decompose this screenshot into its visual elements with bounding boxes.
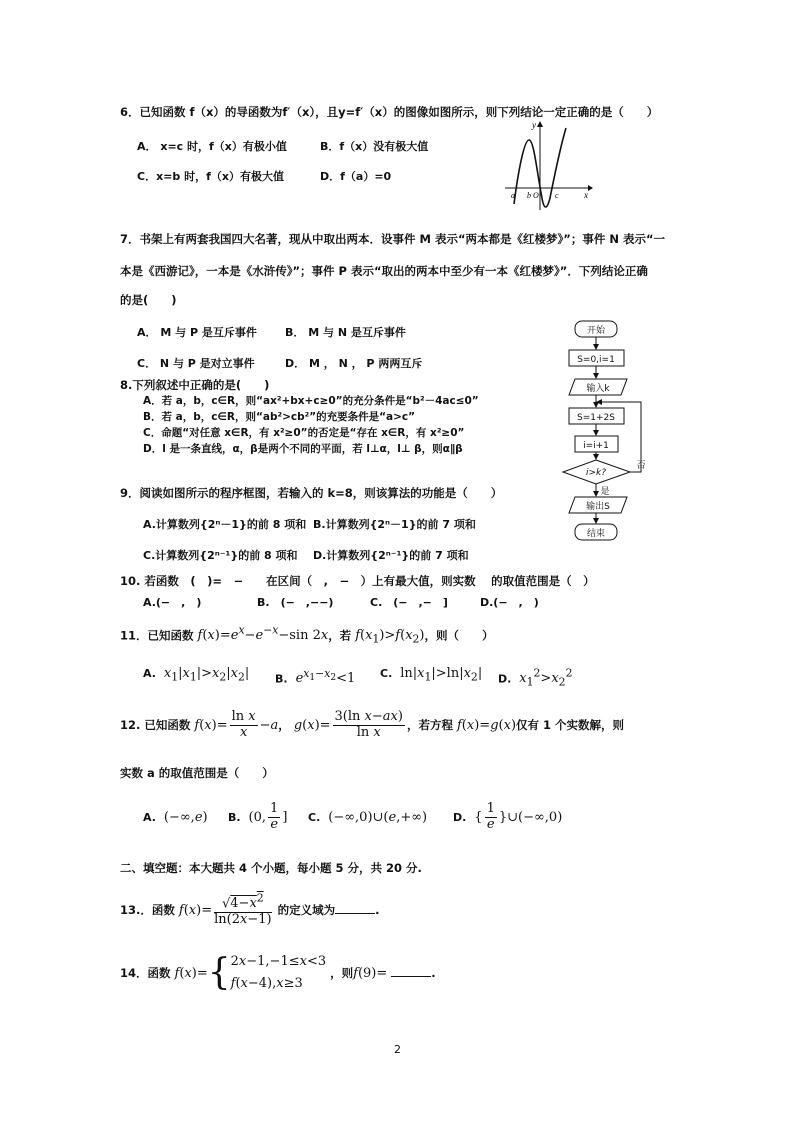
flowchart-end-text: 结束 bbox=[586, 529, 606, 539]
q9-option-b: B.计算数列{2ⁿ－1}的前 7 项和 bbox=[313, 518, 476, 531]
flowchart-condition-text: i>k? bbox=[585, 468, 607, 478]
q11-option-a-letter: A. bbox=[143, 667, 156, 680]
q14-suffix: ，则 bbox=[330, 966, 354, 980]
flowchart-output-text: 输出S bbox=[586, 502, 610, 512]
q12-option-b-letter: B. bbox=[228, 811, 241, 824]
q11-option-c-formula: $\ln|x_1|>\ln|x_2|$ bbox=[396, 666, 483, 684]
q12-option-d-formula: { $\frac{1}{e}$ }∪(−∞,0) bbox=[470, 801, 563, 832]
flowchart bbox=[555, 318, 650, 546]
q7-option-b: B． M 与 N 是互斥事件 bbox=[285, 326, 406, 339]
q6-option-a: A． x=c 时，f（x）有极小值 bbox=[137, 140, 287, 153]
q10-stem: 10. 若函数 ( )= − 在区间（ , − ）上有最大值，则实数 的取值范围是（ ） bbox=[120, 574, 595, 588]
q7-line-3: 的是( ) bbox=[120, 293, 177, 307]
q12-option-a-letter: A. bbox=[143, 811, 156, 824]
q12-option-b-formula: (0, $\frac{1}{e}$ ] bbox=[244, 801, 288, 832]
q11-option-b bbox=[275, 663, 355, 690]
flowchart-input-text: 输入k bbox=[586, 384, 610, 394]
q11-prefix: 11．已知函数 bbox=[120, 628, 194, 643]
q12-option-d-letter: D. bbox=[453, 811, 467, 824]
flowchart-start-text: 开始 bbox=[586, 326, 606, 336]
flowchart-yes-label: 是 bbox=[600, 487, 610, 497]
q14-prefix: 14．函数 bbox=[120, 966, 171, 980]
q11-stem bbox=[120, 620, 494, 651]
q10-option-c: C. (− ,− ] bbox=[370, 596, 448, 609]
q12-f-formula: f(x)= $\frac{\text{ln x}}{x}$ −a bbox=[194, 709, 279, 740]
q13-answer-blank[interactable] bbox=[335, 903, 375, 914]
q12-stem bbox=[120, 703, 624, 748]
page-number: 2 bbox=[394, 1043, 401, 1056]
q11-option-d-letter: D. bbox=[498, 672, 512, 686]
q12-option-d bbox=[453, 800, 562, 836]
q14-target-formula: f(9)= bbox=[353, 966, 388, 981]
q6-stem: 6．已知函数 f（x）的导函数为f′（x），且y=f′（x）的图像如图所示，则下列结论一定正确的是（ ） bbox=[120, 105, 659, 119]
q10-option-b: B. (− ,−−) bbox=[257, 596, 334, 609]
q8-option-d: D．l 是一条直线，α，β是两个不同的平面，若 l⊥α，l⊥ β，则α∥β bbox=[143, 443, 463, 455]
q11-option-a-formula: $x_1|x_1|>x_2|x_2|$ bbox=[163, 666, 250, 684]
q8-option-c: C．命题“对任意 x∈R，有 x²≥0”的否定是“存在 x∈R，有 x²≥0” bbox=[143, 427, 465, 439]
q13-end: . bbox=[375, 903, 380, 917]
q12-option-c bbox=[308, 800, 427, 836]
graph-x-label: x bbox=[584, 190, 588, 200]
q12-g-formula: g(x)= $\frac{\text{3(ln x−ax)}}{\text{ln x}}$ bbox=[293, 709, 403, 740]
graph-c-label: c bbox=[555, 191, 559, 200]
q12-option-c-letter: C. bbox=[308, 811, 321, 824]
q11-option-c-letter: C. bbox=[380, 667, 393, 680]
q8-stem: 8.下列叙述中正确的是( ) bbox=[120, 378, 270, 392]
flowchart-init-text: S=0,i=1 bbox=[577, 355, 615, 365]
q6-option-c: C．x=b 时，f（x）有极大值 bbox=[137, 170, 284, 183]
q14-answer-blank[interactable] bbox=[391, 966, 431, 977]
graph-origin-label: O bbox=[533, 191, 539, 200]
q9-option-a: A.计算数列{2ⁿ－1}的前 8 项和 bbox=[143, 518, 307, 531]
q12-line-2: 实数 a 的取值范围是（ ） bbox=[120, 766, 274, 780]
graph-b-label: b bbox=[527, 191, 531, 200]
q14-end: . bbox=[431, 966, 436, 980]
q11-option-d bbox=[498, 663, 572, 694]
q7-line-1: 7．书架上有两套我国四大名著，现从中取出两本．设事件 M 表示“两本都是《红楼梦》”；事件 N 表示“一 bbox=[120, 232, 666, 246]
flowchart-update-s-text: S=1+2S bbox=[577, 413, 615, 423]
q11-option-b-letter: B. bbox=[275, 672, 288, 686]
flowchart-update-i-text: i=i+1 bbox=[583, 441, 609, 451]
q12-option-c-formula: (−∞,0)∪(e,+∞) bbox=[324, 810, 428, 825]
q11-suffix: ，则（ ） bbox=[424, 628, 494, 643]
section-2-heading: 二、填空题：本大题共 4 个小题，每小题 5 分，共 20 分. bbox=[120, 861, 422, 875]
q9-stem: 9．阅读如图所示的程序框图，若输入的 k=8，则该算法的功能是（ ） bbox=[120, 486, 503, 500]
q6-option-b: B．f（x）没有极大值 bbox=[320, 140, 429, 153]
q13-prefix: 13.．函数 bbox=[120, 903, 175, 917]
q9-option-d: D.计算数列{2ⁿ⁻¹}的前 7 项和 bbox=[313, 549, 469, 562]
q12-comma: ， bbox=[278, 718, 290, 732]
q12-prefix: 12. 已知函数 bbox=[120, 718, 191, 732]
q12-mid: ，若方程 bbox=[406, 718, 453, 732]
q8-option-b: B．若 a，b，c∈R，则“ab²>cb²”的充要条件是“a>c” bbox=[143, 411, 416, 423]
q11-mid: ，若 bbox=[328, 628, 352, 643]
q7-option-c: C． N 与 P 是对立事件 bbox=[137, 357, 255, 370]
q13-stem bbox=[120, 888, 379, 933]
q6-derivative-graph bbox=[500, 118, 595, 213]
q11-function-formula: $f(x)=e^x-e^{-x}-\sin$ 2x bbox=[197, 624, 329, 644]
graph-a-label: a bbox=[511, 191, 515, 200]
q12-equation-formula: f(x)=g(x) bbox=[456, 718, 517, 733]
q11-option-c bbox=[380, 663, 482, 689]
q10-option-d: D.(− , ) bbox=[480, 596, 539, 609]
graph-y-label: y bbox=[532, 120, 536, 130]
q7-option-d: D． M ， N ， P 两两互斥 bbox=[285, 357, 423, 370]
q12-option-b bbox=[228, 800, 287, 836]
q11-option-d-formula: $x_1^2>x_2^2$ bbox=[519, 667, 573, 689]
q12-option-a bbox=[143, 800, 208, 836]
q7-line-2: 本是《西游记》，一本是《水浒传》”；事件 P 表示“取出的两本中至少有一本《红楼梦》”．下列结论正确 bbox=[120, 264, 648, 278]
q6-option-d: D．f（a）=0 bbox=[320, 170, 392, 183]
q9-option-c: C.计算数列{2ⁿ⁻¹}的前 8 项和 bbox=[143, 549, 298, 562]
q14-stem bbox=[120, 951, 436, 995]
q11-option-a bbox=[143, 663, 249, 689]
q14-piecewise-formula: f(x)={2x−1,−1≤x<3 f(x−4),x≥3 bbox=[174, 952, 327, 993]
q10-option-a: A.(− , ) bbox=[143, 596, 202, 609]
q13-suffix: 的定义域为 bbox=[277, 903, 336, 917]
flowchart-no-label: 否 bbox=[636, 461, 646, 471]
q12-suffix: 仅有 1 个实数解，则 bbox=[516, 718, 625, 732]
q7-option-a: A． M 与 P 是互斥事件 bbox=[137, 326, 257, 339]
q11-condition-formula: $f(x_1)>f(x_2)$ bbox=[355, 628, 425, 646]
q13-formula: f(x)= $\frac{√4-x^2}{\ln(2x-1)}$ bbox=[178, 891, 272, 928]
q8-option-a: A．若 a，b，c∈R，则“ax²+bx+c≥0”的充分条件是“b²－4ac≤0” bbox=[143, 395, 479, 407]
q11-option-b-formula: $e^{x_1-x_2}<1$ bbox=[295, 667, 356, 687]
q12-option-a-formula: (−∞,e) bbox=[159, 810, 208, 825]
